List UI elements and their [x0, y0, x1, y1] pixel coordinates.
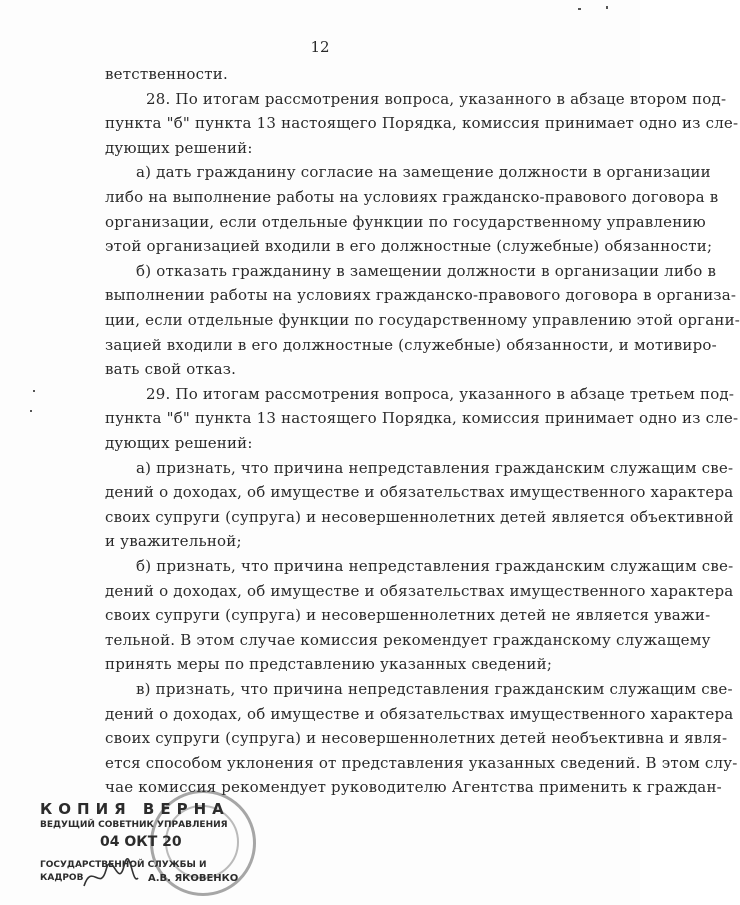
text-line: своих супруги (супруга) и несовершеннолетних детей не является уважи- [105, 606, 711, 625]
text-line: тельной. В этом случае комиссия рекомендует гражданскому служащему [105, 630, 711, 649]
text-line: б) отказать гражданину в замещении должности в организации либо в [136, 261, 717, 280]
text-line: вать свой отказ. [105, 360, 237, 379]
text-line: ветственности. [105, 65, 228, 83]
text-line: а) дать гражданину согласие на замещение должности в организации [136, 163, 711, 182]
text-line: и уважительной; [105, 532, 242, 551]
text-line: дений о доходах, об имуществе и обязательствах имущественного характера [105, 581, 734, 600]
text-line: 28. По итогам рассмотрения вопроса, указанного в абзаце втором под- [146, 89, 727, 108]
text-line: дующих решений: [105, 434, 253, 452]
certifier-position: ВЕДУЩИЙ СОВЕТНИК УПРАВЛЕНИЯ [40, 820, 228, 830]
text-line: своих супруги (супруга) и несовершеннолетних детей необъективна и явля- [105, 729, 728, 748]
text-line: ции, если отдельные функции по государственному управлению этой органи- [105, 311, 740, 329]
text-line: организации, если отдельные функции по государственному управлению [105, 212, 706, 231]
text-line: 29. По итогам рассмотрения вопроса, указанного в абзаце третьем под- [146, 384, 735, 403]
text-line: дений о доходах, об имуществе и обязательствах имущественного характера [105, 704, 734, 723]
text-line: дений о доходах, об имуществе и обязательствах имущественного характера [105, 483, 734, 502]
text-line: своих супруги (супруга) и несовершеннолетних детей является объективной [105, 507, 734, 526]
text-line: а) признать, что причина непредставления гражданским служащим све- [136, 458, 734, 477]
copy-verified-title: КОПИЯ ВЕРНА [40, 800, 230, 818]
text-line: выполнении работы на условиях гражданско-правового договора в организа- [105, 286, 737, 305]
text-line: б) признать, что причина непредставления гражданским служащим све- [136, 557, 734, 575]
scan-speck [578, 8, 581, 10]
certifier-department-line2: КАДРОВ [40, 873, 84, 883]
scan-speck [30, 410, 32, 412]
certifier-department: ГОСУДАРСТВЕННОЙ СЛУЖБЫ И [40, 860, 207, 870]
text-line: пункта "б" пункта 13 настоящего Порядка, комиссия принимает одно из сле- [105, 409, 739, 428]
scan-speck [33, 390, 35, 392]
handwritten-signature [80, 856, 140, 896]
text-line: зацией входили в его должностные (служебные) обязанности, и мотивиро- [105, 335, 717, 354]
text-line: принять меры по представлению указанных сведений; [105, 655, 553, 674]
text-line: ется способом уклонения от представления указанных сведений. В этом слу- [105, 753, 738, 772]
text-line: дующих решений: [105, 138, 253, 157]
text-line: этой организацией входили в его должностные (служебные) обязанности; [105, 237, 713, 256]
scan-speck [606, 6, 608, 9]
text-line: либо на выполнение работы на условиях гражданско-правового договора в [105, 188, 719, 206]
certification-date: 04 ОКТ 20 [100, 834, 182, 850]
page-number: 12 [310, 38, 330, 56]
certifier-name: А.В. ЯКОВЕНКО [148, 873, 239, 884]
text-line: чае комиссия рекомендует руководителю Агентства применить к граждан- [105, 778, 722, 797]
text-line: пункта "б" пункта 13 настоящего Порядка, комиссия принимает одно из сле- [105, 114, 739, 133]
text-line: в) признать, что причина непредставления гражданским служащим све- [136, 680, 733, 698]
